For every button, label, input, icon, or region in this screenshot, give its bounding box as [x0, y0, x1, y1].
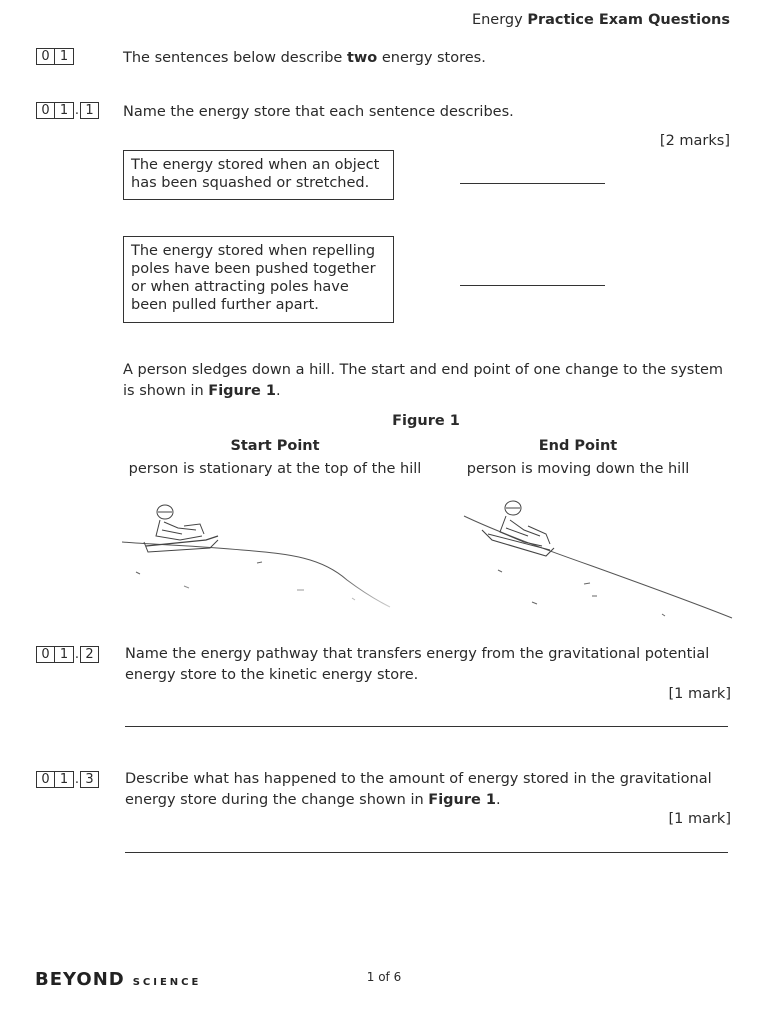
question-number-01-1 [36, 102, 99, 119]
text-bold: Figure 1 [208, 383, 276, 399]
text-part: energy stores. [377, 50, 486, 66]
marks-label: [2 marks] [659, 133, 730, 149]
context-text [123, 360, 735, 402]
digit-box: 0 [36, 102, 55, 119]
figure-title: Figure 1 [392, 413, 460, 429]
brand-sub: SCIENCE [132, 977, 202, 988]
answer-line-4[interactable] [125, 852, 728, 853]
question-01-3-text [125, 769, 730, 811]
answer-line-2[interactable] [460, 285, 605, 286]
question-01-text [123, 48, 486, 69]
digit-box: 3 [80, 771, 99, 788]
digit-box: 0 [36, 771, 55, 788]
page-header [472, 12, 730, 28]
text-part: Describe what has happened to the amount of energy stored in the gravitational energy store during the change shown in [125, 771, 712, 808]
marks-label: [1 mark] [668, 811, 731, 827]
digit-box: 1 [80, 102, 99, 119]
digit-box: 0 [36, 646, 55, 663]
start-heading: Start Point [230, 438, 320, 454]
question-01-2-text: Name the energy pathway that transfers energy from the gravitational potential energy store to the kinetic energy store. [125, 646, 710, 683]
digit-box: 1 [55, 771, 74, 788]
separator-dot: . [74, 647, 80, 662]
description-box-1: The energy stored when an object has been squashed or stretched. [123, 150, 394, 200]
separator-dot: . [74, 772, 80, 787]
start-caption: person is stationary at the top of the hill [128, 461, 422, 477]
marks-label: [1 mark] [668, 686, 731, 702]
text-part: . [496, 792, 501, 808]
digit-box: 1 [55, 48, 74, 65]
sledge-person-icon [144, 505, 218, 552]
question-number-01 [36, 48, 74, 65]
text-bold: two [346, 50, 378, 66]
text-bold: Figure 1 [428, 792, 496, 808]
separator-dot: . [74, 103, 80, 118]
digit-box: 1 [55, 646, 74, 663]
digit-box: 1 [55, 102, 74, 119]
question-01-1-text: Name the energy store that each sentence describes. [123, 104, 514, 120]
question-number-01-3 [36, 771, 99, 788]
brand-name: BEYOND [35, 969, 125, 990]
end-heading: End Point [538, 438, 618, 454]
end-caption: person is moving down the hill [466, 461, 690, 477]
digit-box: 0 [36, 48, 55, 65]
text-part: A person sledges down a hill. The start and end point of one change to the system is shown in [123, 362, 724, 399]
start-point-illustration [122, 490, 397, 620]
brand-logo [35, 969, 201, 990]
answer-line-1[interactable] [460, 183, 605, 184]
page-number: 1 of 6 [366, 970, 402, 984]
question-number-01-2 [36, 646, 99, 663]
answer-line-3[interactable] [125, 726, 728, 727]
digit-box: 2 [80, 646, 99, 663]
header-title: Practice Exam Questions [527, 12, 730, 28]
text-part: . [276, 383, 281, 399]
description-box-2: The energy stored when repelling poles have been pushed together or when attracting poles have been pulled further apart. [123, 236, 394, 323]
header-subject: Energy [471, 12, 523, 28]
text-part: The sentences below describe [123, 50, 347, 66]
end-point-illustration [462, 490, 737, 625]
